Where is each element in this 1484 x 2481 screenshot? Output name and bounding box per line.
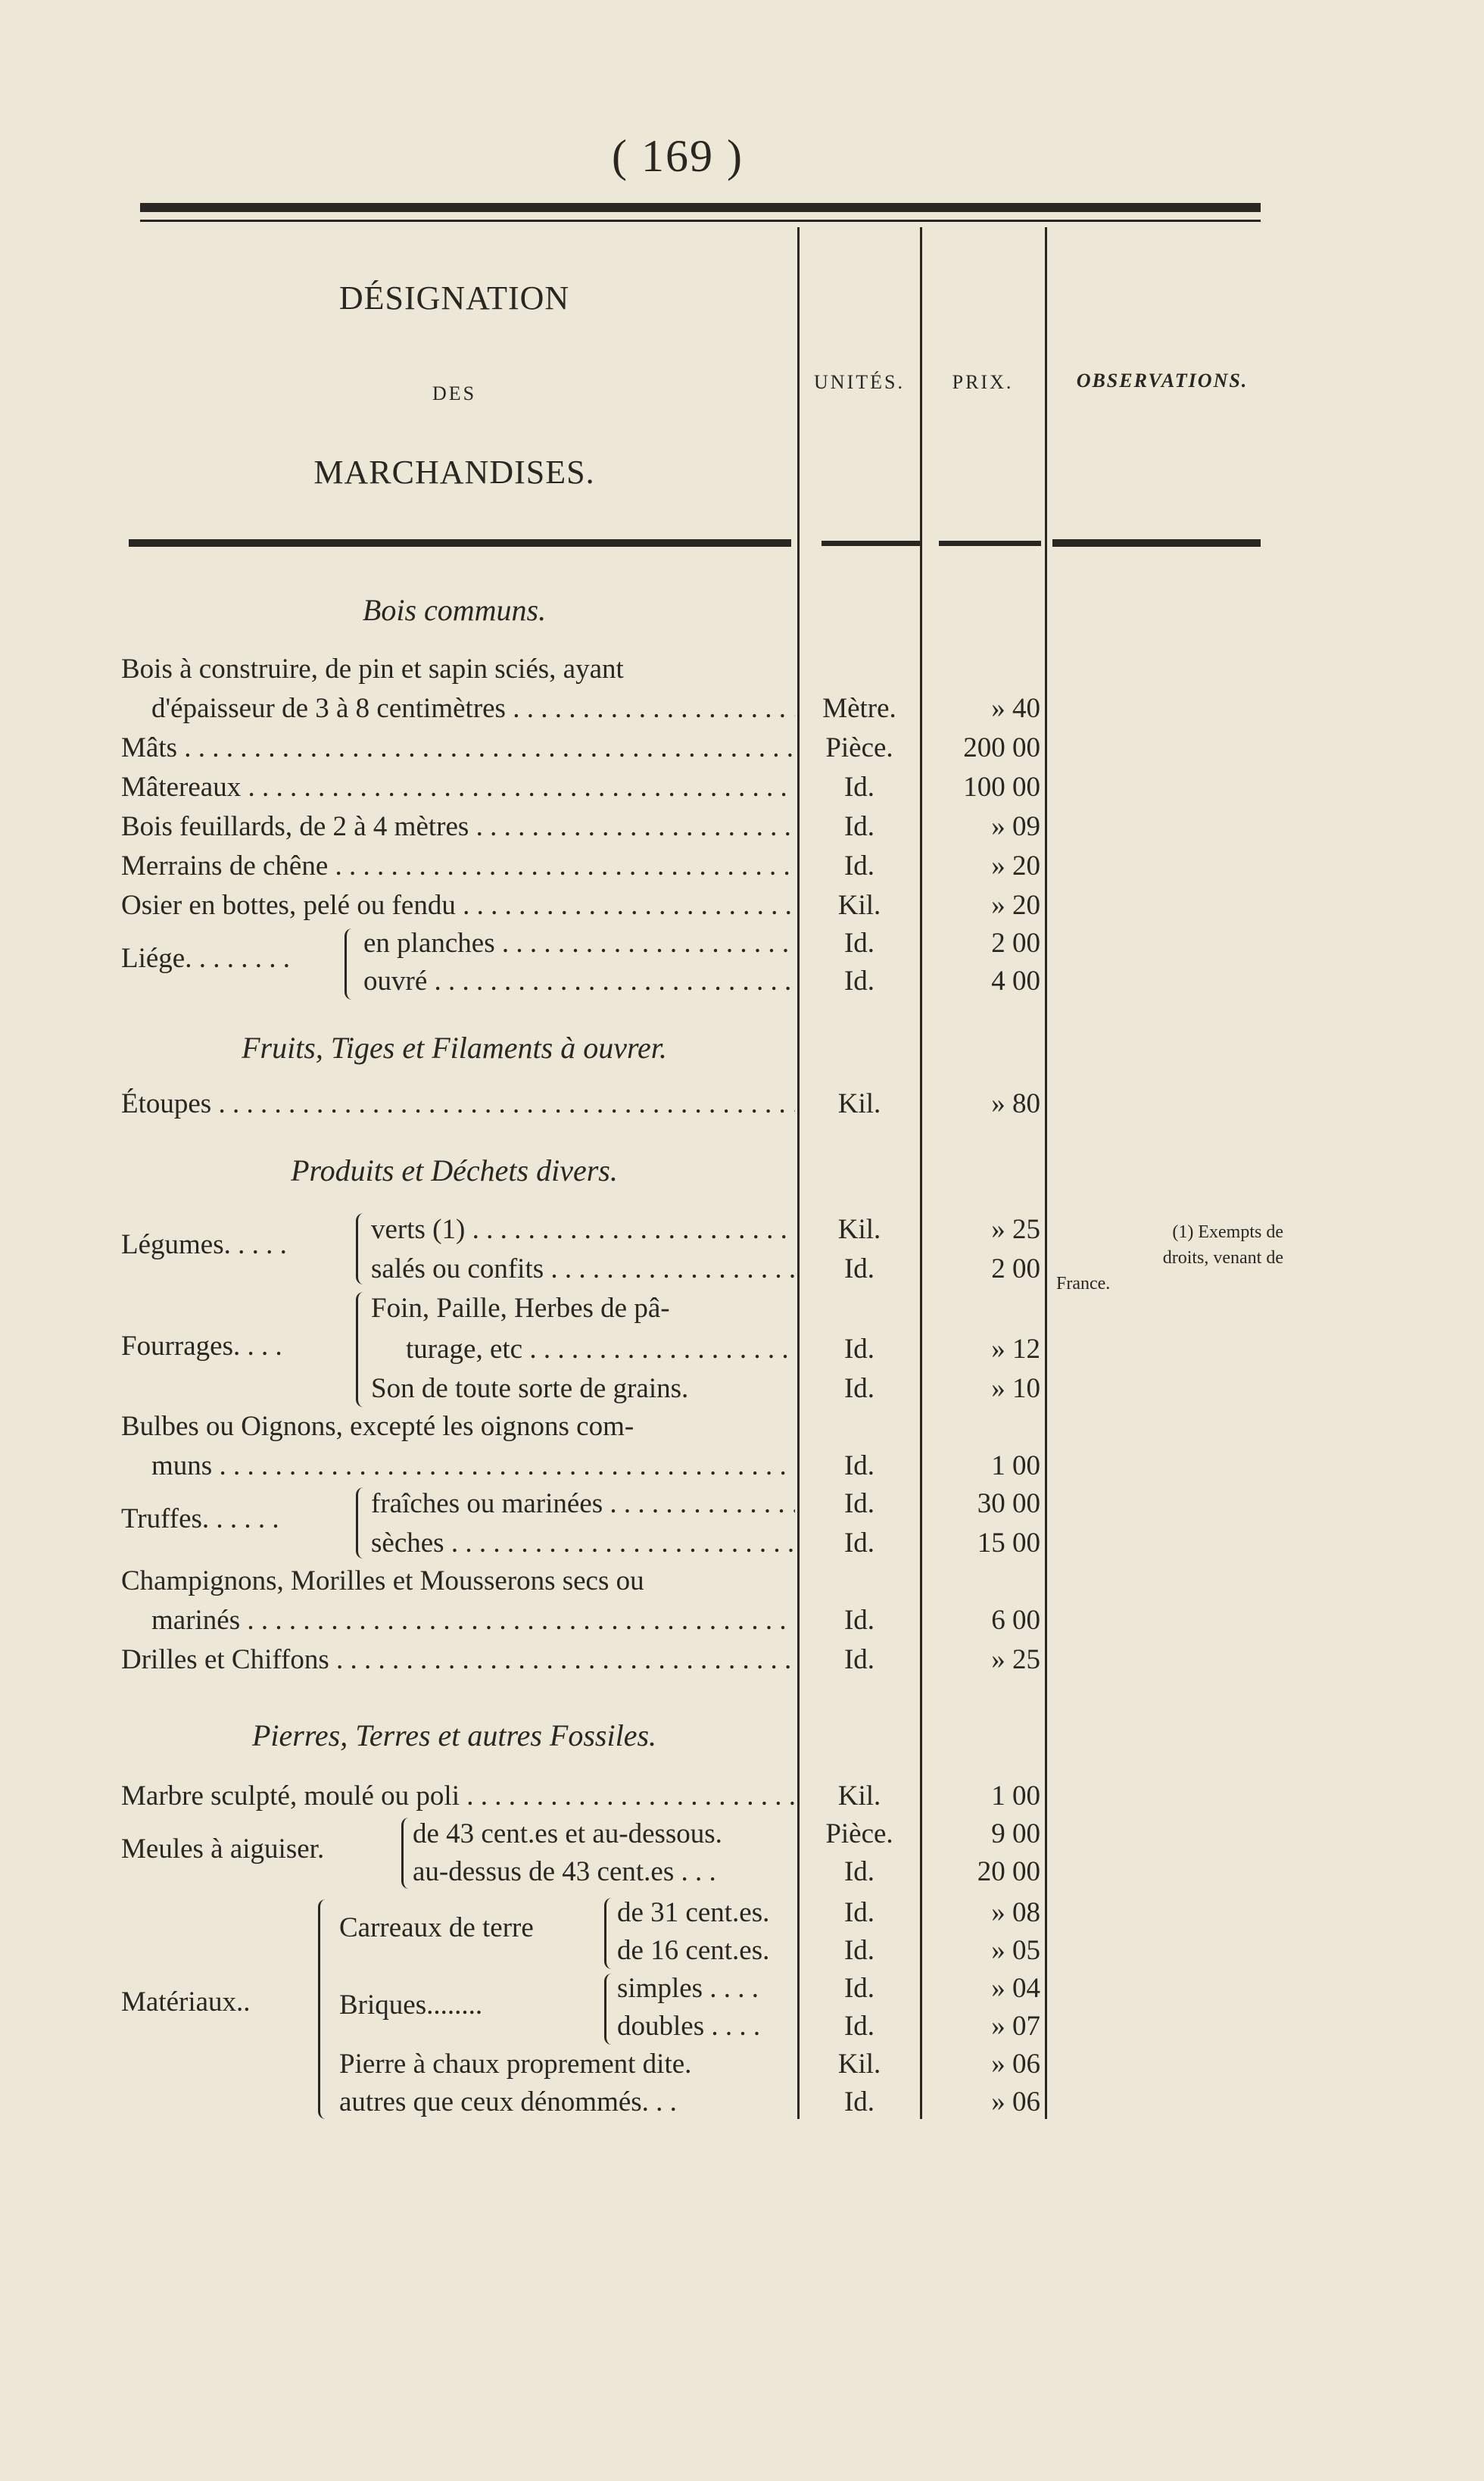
- top-rule-thin: [140, 220, 1261, 222]
- row-label: salés ou confits . . .: [371, 1250, 795, 1289]
- table-row: [0, 1815, 1484, 1854]
- price-cell: 4 00: [991, 966, 1040, 997]
- row-label: Bois à construire, de pin et sapin sciés, ayant: [121, 654, 624, 685]
- note-line: (1) Exempts de: [1172, 1222, 1283, 1242]
- table-row: [0, 1931, 1484, 1971]
- price-cell: » 09: [991, 811, 1040, 842]
- price-cell: 1 00: [991, 1780, 1040, 1812]
- unit-cell: Id.: [843, 1973, 875, 2004]
- unit-cell: Kil.: [837, 1780, 881, 1812]
- header-price: PRIX.: [952, 371, 1014, 393]
- row-label: de 31 cent.es.: [617, 1897, 770, 1928]
- row-label: Drilles et Chiffons . . .: [121, 1640, 795, 1680]
- header-observations: OBSERVATIONS.: [1076, 370, 1249, 392]
- header-units: UNITÉS.: [814, 371, 905, 393]
- header-rule-designation: [129, 539, 791, 547]
- row-label: de 16 cent.es.: [617, 1935, 770, 1966]
- table-row: [0, 886, 1484, 925]
- header-rule-price: [939, 541, 1041, 546]
- row-label: Bulbes ou Oignons, excepté les oignons com-: [121, 1411, 634, 1442]
- unit-cell: Pièce.: [825, 732, 893, 763]
- row-label: Pierre à chaux proprement dite.: [339, 2049, 692, 2080]
- row-label: Foin, Paille, Herbes de pâ-: [371, 1293, 670, 1324]
- page-number: ( 169 ): [612, 131, 744, 181]
- row-label: fraîches ou marinées . . .: [371, 1484, 795, 1524]
- note-line: France.: [1056, 1274, 1111, 1294]
- row-label: de 43 cent.es et au-dessous.: [413, 1818, 722, 1849]
- group-label-materiaux: Matériaux..: [121, 1986, 251, 2018]
- table-row: [0, 2083, 1484, 2122]
- row-label: Merrains de chêne . . .: [121, 847, 795, 886]
- observation-note: [1056, 1219, 1283, 1297]
- unit-cell: Id.: [843, 2011, 875, 2042]
- unit-cell: Id.: [843, 1605, 875, 1636]
- unit-cell: Id.: [843, 772, 875, 803]
- unit-cell: Id.: [843, 1488, 875, 1519]
- unit-cell: Kil.: [837, 890, 881, 921]
- table-row: [0, 729, 1484, 768]
- unit-cell: Kil.: [837, 2049, 881, 2080]
- header-rule-units: [822, 541, 920, 546]
- price-cell: » 10: [991, 1373, 1040, 1404]
- unit-cell: Id.: [843, 1644, 875, 1675]
- row-label: simples . . . .: [617, 1973, 759, 2004]
- table-row: [0, 1084, 1484, 1124]
- header-designation: DÉSIGNATION: [338, 279, 570, 317]
- row-label: verts (1) . . .: [371, 1210, 795, 1250]
- group-label-legumes: Légumes. . . . .: [121, 1229, 287, 1260]
- table-row: [0, 1484, 1484, 1524]
- table-row: [0, 847, 1484, 886]
- unit-cell: Id.: [843, 1334, 875, 1365]
- price-cell: » 07: [991, 2011, 1040, 2042]
- note-line: droits, venant de: [1162, 1248, 1283, 1268]
- price-cell: 30 00: [977, 1488, 1040, 1519]
- header-marchandises: MARCHANDISES.: [313, 454, 595, 491]
- unit-cell: Id.: [843, 1856, 875, 1887]
- table-row: [0, 2045, 1484, 2084]
- unit-cell: Id.: [843, 1253, 875, 1284]
- row-label: marinés . . .: [151, 1601, 795, 1640]
- row-label: Son de toute sorte de grains.: [371, 1373, 689, 1404]
- unit-cell: Id.: [843, 1935, 875, 1966]
- price-cell: » 20: [991, 850, 1040, 882]
- row-label: en planches . . .: [363, 924, 795, 963]
- price-cell: » 12: [991, 1334, 1040, 1365]
- row-label: muns . . .: [151, 1446, 795, 1486]
- unit-cell: Kil.: [837, 1214, 881, 1245]
- table-row: [0, 1369, 1484, 1409]
- price-cell: 15 00: [977, 1528, 1040, 1559]
- table-row: [0, 1601, 1484, 1640]
- price-cell: 2 00: [991, 1253, 1040, 1284]
- price-cell: 9 00: [991, 1818, 1040, 1849]
- price-cell: » 04: [991, 1973, 1040, 2004]
- row-label: Bois feuillards, de 2 à 4 mètres . . .: [121, 807, 795, 847]
- row-label: Champignons, Morilles et Mousserons secs ou: [121, 1565, 644, 1596]
- price-cell: 1 00: [991, 1450, 1040, 1481]
- unit-cell: Kil.: [837, 1088, 881, 1119]
- row-label: Mâtereaux . . .: [121, 768, 795, 807]
- unit-cell: Pièce.: [825, 1818, 893, 1849]
- row-label: Osier en bottes, pelé ou fendu . . .: [121, 886, 795, 925]
- row-label: doubles . . . .: [617, 2011, 761, 2042]
- table-row: [0, 1330, 1484, 1369]
- row-label: sèches . . .: [371, 1524, 795, 1563]
- unit-cell: Id.: [843, 966, 875, 997]
- table-row: [0, 689, 1484, 729]
- price-cell: » 25: [991, 1644, 1040, 1675]
- unit-cell: Id.: [843, 1373, 875, 1404]
- table-row: [0, 924, 1484, 963]
- section-title: Bois communs.: [362, 593, 547, 627]
- row-label: Mâts . . .: [121, 729, 795, 768]
- table-row: [0, 807, 1484, 847]
- table-row: [0, 1969, 1484, 2008]
- unit-cell: Id.: [843, 1897, 875, 1928]
- unit-cell: Id.: [843, 1528, 875, 1559]
- table-row: [0, 1446, 1484, 1486]
- unit-cell: Id.: [843, 1450, 875, 1481]
- price-cell: 2 00: [991, 928, 1040, 959]
- table-row: [0, 1640, 1484, 1680]
- unit-cell: Id.: [843, 811, 875, 842]
- section-title: Produits et Déchets divers.: [291, 1153, 618, 1187]
- row-label: Marbre sculpté, moulé ou poli . . .: [121, 1777, 795, 1816]
- table-row: [0, 2007, 1484, 2046]
- top-rule: [140, 203, 1261, 212]
- price-cell: » 80: [991, 1088, 1040, 1119]
- price-cell: 6 00: [991, 1605, 1040, 1636]
- table-row: [0, 650, 1484, 689]
- unit-cell: Id.: [843, 850, 875, 882]
- price-cell: » 08: [991, 1897, 1040, 1928]
- table-row: [0, 1852, 1484, 1892]
- section-title: Fruits, Tiges et Filaments à ouvrer.: [242, 1031, 667, 1065]
- group-label-briques: Briques........: [339, 1989, 483, 2021]
- header-des: DES: [432, 382, 477, 404]
- price-cell: » 06: [991, 2086, 1040, 2117]
- price-cell: » 05: [991, 1935, 1040, 1966]
- table-row: [0, 768, 1484, 807]
- unit-cell: Id.: [843, 928, 875, 959]
- group-label-meules: Meules à aiguiser.: [121, 1833, 325, 1865]
- row-label: ouvré . . .: [363, 962, 795, 1001]
- table-row: [0, 1777, 1484, 1816]
- table-row: [0, 1893, 1484, 1933]
- row-label: autres que ceux dénommés. . .: [339, 2086, 677, 2117]
- row-label: turage, etc . . .: [406, 1330, 795, 1369]
- row-label: d'épaisseur de 3 à 8 centimètres . . .: [151, 689, 795, 729]
- price-cell: » 25: [991, 1214, 1040, 1245]
- price-cell: 100 00: [963, 772, 1040, 803]
- row-label: au-dessus de 43 cent.es . . .: [413, 1856, 716, 1887]
- group-label-fourrages: Fourrages. . . .: [121, 1331, 282, 1362]
- price-cell: 200 00: [963, 732, 1040, 763]
- unit-cell: Id.: [843, 2086, 875, 2117]
- price-cell: » 06: [991, 2049, 1040, 2080]
- group-label-truffes: Truffes. . . . . .: [121, 1503, 279, 1534]
- section-title: Pierres, Terres et autres Fossiles.: [251, 1718, 657, 1752]
- group-label-liege: Liége. . . . . . . .: [121, 943, 290, 974]
- unit-cell: Mètre.: [822, 693, 896, 724]
- row-label: Étoupes . . .: [121, 1084, 795, 1124]
- price-cell: » 40: [991, 693, 1040, 724]
- table-row: [0, 962, 1484, 1001]
- price-cell: 20 00: [977, 1856, 1040, 1887]
- group-label-carreaux: Carreaux de terre: [339, 1912, 534, 1943]
- header-rule-observations: [1052, 539, 1261, 547]
- table-row: [0, 1524, 1484, 1563]
- price-cell: » 20: [991, 890, 1040, 921]
- table-row: [0, 1562, 1484, 1601]
- table-row: [0, 1407, 1484, 1446]
